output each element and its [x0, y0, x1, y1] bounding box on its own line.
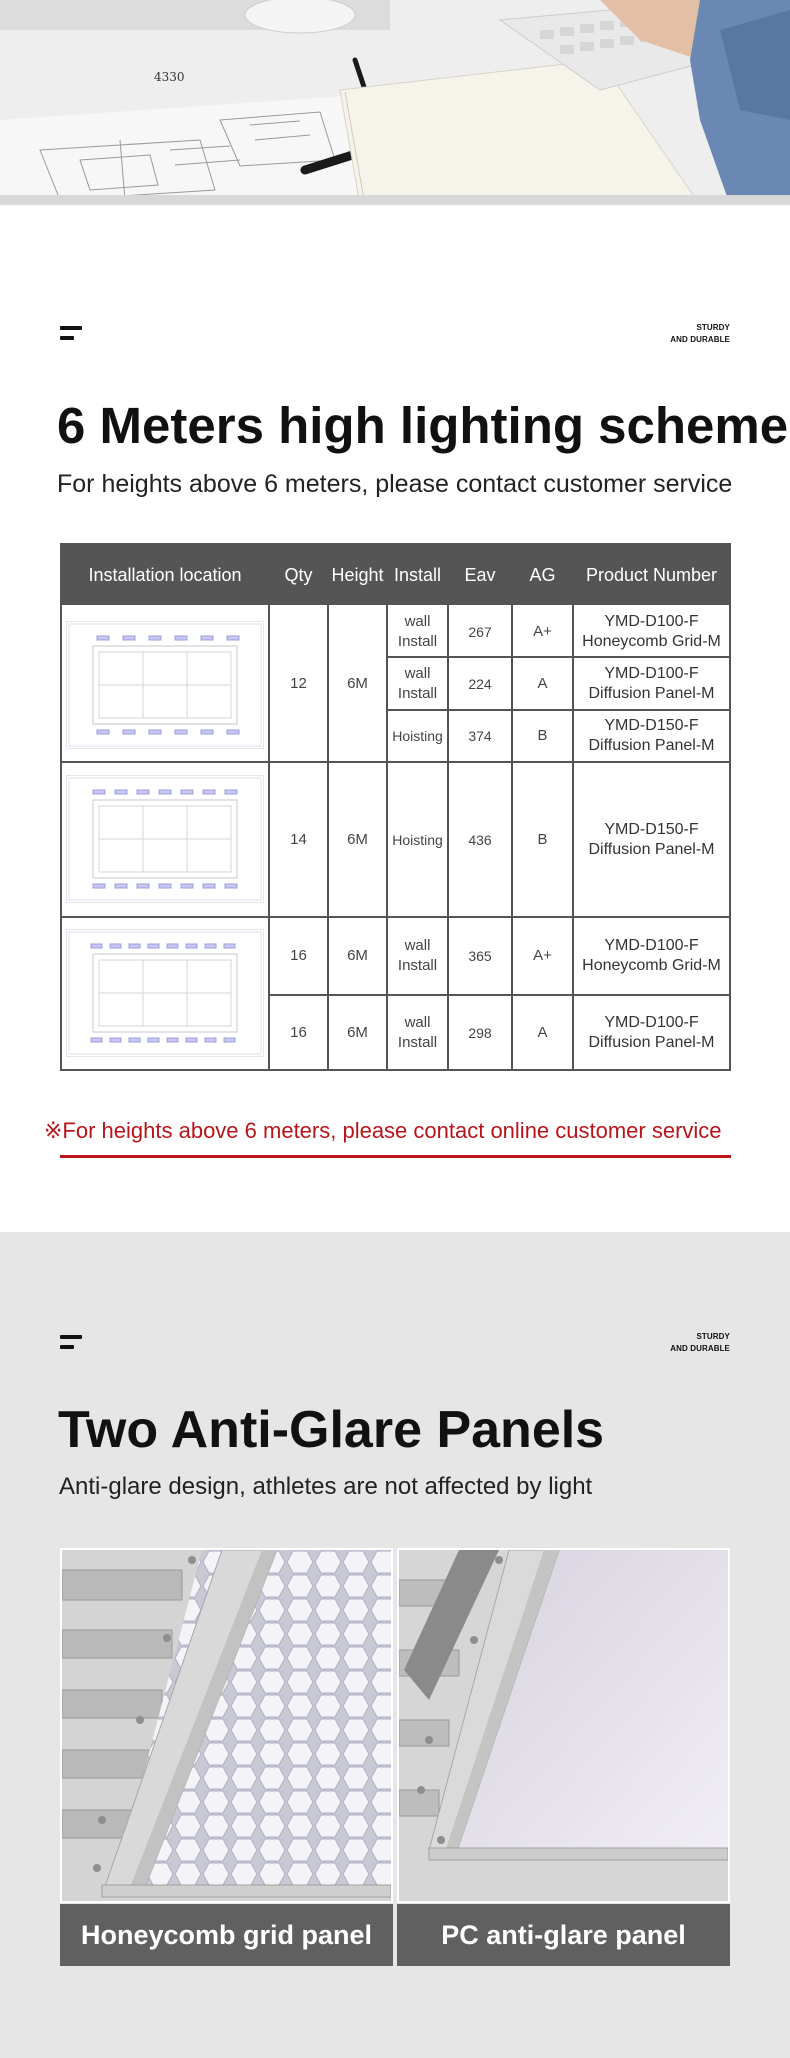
- floor-plan-drawing: [67, 776, 263, 902]
- cell-qty: 12: [290, 675, 307, 692]
- tagline: [610, 1331, 730, 1355]
- height-notice: ※For heights above 6 meters, please contact online customer service: [44, 1118, 722, 1143]
- cell-install-text: wall Install: [397, 664, 438, 702]
- product-code: YMD-D100-F: [604, 1013, 699, 1031]
- cell-install: [388, 918, 447, 994]
- cell-product-number: [574, 658, 729, 709]
- cell-qty: 14: [290, 830, 307, 848]
- floor-plan-image: [66, 621, 264, 749]
- floor-plan-drawing: [67, 622, 263, 748]
- honeycomb-panel-drawing: [62, 1550, 391, 1901]
- cell-qty: 16: [290, 1023, 307, 1041]
- honeycomb-panel-image: [60, 1548, 393, 1903]
- col-header-qty: Qty: [270, 545, 327, 605]
- honeycomb-panel-label: Honeycomb grid panel: [60, 1904, 393, 1966]
- cell-install-text: wall Install: [397, 1013, 438, 1051]
- tagline-line1: STURDY: [696, 323, 730, 332]
- cell-eav: 436: [468, 831, 492, 848]
- cell-install-text: wall Install: [397, 612, 438, 650]
- section-dash-icon: [60, 1335, 82, 1349]
- hero-image: [0, 0, 790, 205]
- product-variant: Diffusion Panel-M: [588, 1033, 715, 1051]
- cell-product-number: [574, 711, 729, 761]
- cell-ag: B: [537, 830, 548, 848]
- cell-product-number: [574, 996, 729, 1069]
- cell-eav: 224: [468, 675, 492, 692]
- product-variant: Diffusion Panel-M: [588, 737, 715, 754]
- col-header-height: Height: [329, 545, 386, 605]
- cell-product-number: [574, 607, 729, 656]
- product-code: YMD-D100-F: [604, 612, 699, 630]
- col-header-ag: AG: [513, 545, 572, 605]
- pc-panel-drawing: [399, 1550, 728, 1901]
- cell-install-text: wall Install: [397, 937, 438, 974]
- tagline: [610, 322, 730, 346]
- col-header-eav: Eav: [449, 545, 511, 605]
- section-dash-icon: [60, 326, 82, 340]
- cell-ag: A+: [533, 947, 552, 964]
- cell-height: 6M: [347, 1023, 368, 1041]
- col-header-product-number: Product Number: [574, 545, 729, 605]
- col-header-install: Install: [388, 545, 447, 605]
- product-variant: Diffusion Panel-M: [588, 684, 715, 702]
- col-header-location: Installation location: [62, 545, 268, 605]
- cell-ag: A+: [533, 622, 552, 640]
- floor-plan-drawing: [67, 930, 263, 1056]
- hero-number: 4330: [154, 70, 185, 84]
- tagline-line1: STURDY: [696, 1332, 730, 1341]
- product-variant: Diffusion Panel-M: [588, 840, 715, 858]
- notice-underline: [60, 1155, 731, 1158]
- cell-eav: 365: [468, 948, 492, 964]
- floor-plan-image: [66, 929, 264, 1057]
- cell-install: Hoisting: [392, 831, 443, 848]
- cell-height: 6M: [347, 947, 368, 964]
- cell-product-number: [574, 918, 729, 994]
- tagline-line2: AND DURABLE: [670, 335, 730, 344]
- pc-panel-image: [397, 1548, 730, 1903]
- cell-ag: A: [537, 674, 548, 692]
- cell-height: 6M: [347, 830, 368, 848]
- cell-eav: 267: [468, 623, 492, 640]
- product-code: YMD-D150-F: [604, 717, 699, 734]
- floor-plan-image: [66, 775, 264, 903]
- tagline-line2: AND DURABLE: [670, 1344, 730, 1353]
- section-subtitle: Anti-glare design, athletes are not affected by light: [59, 1473, 593, 1500]
- cell-ag: B: [537, 727, 548, 744]
- cell-product-number: [574, 763, 729, 916]
- cell-install: Hoisting: [392, 728, 443, 744]
- product-variant: Honeycomb Grid-M: [582, 957, 721, 974]
- cell-eav: 298: [468, 1024, 492, 1041]
- section-title: 6 Meters high lighting scheme: [57, 397, 789, 454]
- product-variant: Honeycomb Grid-M: [582, 632, 721, 650]
- cell-ag: A: [537, 1023, 548, 1041]
- lighting-table: [60, 543, 731, 1071]
- cell-install: [388, 607, 447, 656]
- section-title: Two Anti-Glare Panels: [58, 1401, 605, 1459]
- section-subtitle: For heights above 6 meters, please contact customer service: [57, 470, 733, 498]
- cell-install: [388, 996, 447, 1069]
- cell-install: [388, 658, 447, 709]
- product-code: YMD-D150-F: [604, 820, 699, 838]
- pc-panel-label: PC anti-glare panel: [397, 1904, 730, 1966]
- cell-height: 6M: [347, 675, 368, 692]
- cell-qty: 16: [290, 947, 307, 964]
- product-code: YMD-D100-F: [604, 664, 699, 682]
- desk-illustration: [0, 0, 790, 205]
- cell-eav: 374: [468, 728, 492, 744]
- product-code: YMD-D100-F: [604, 937, 699, 954]
